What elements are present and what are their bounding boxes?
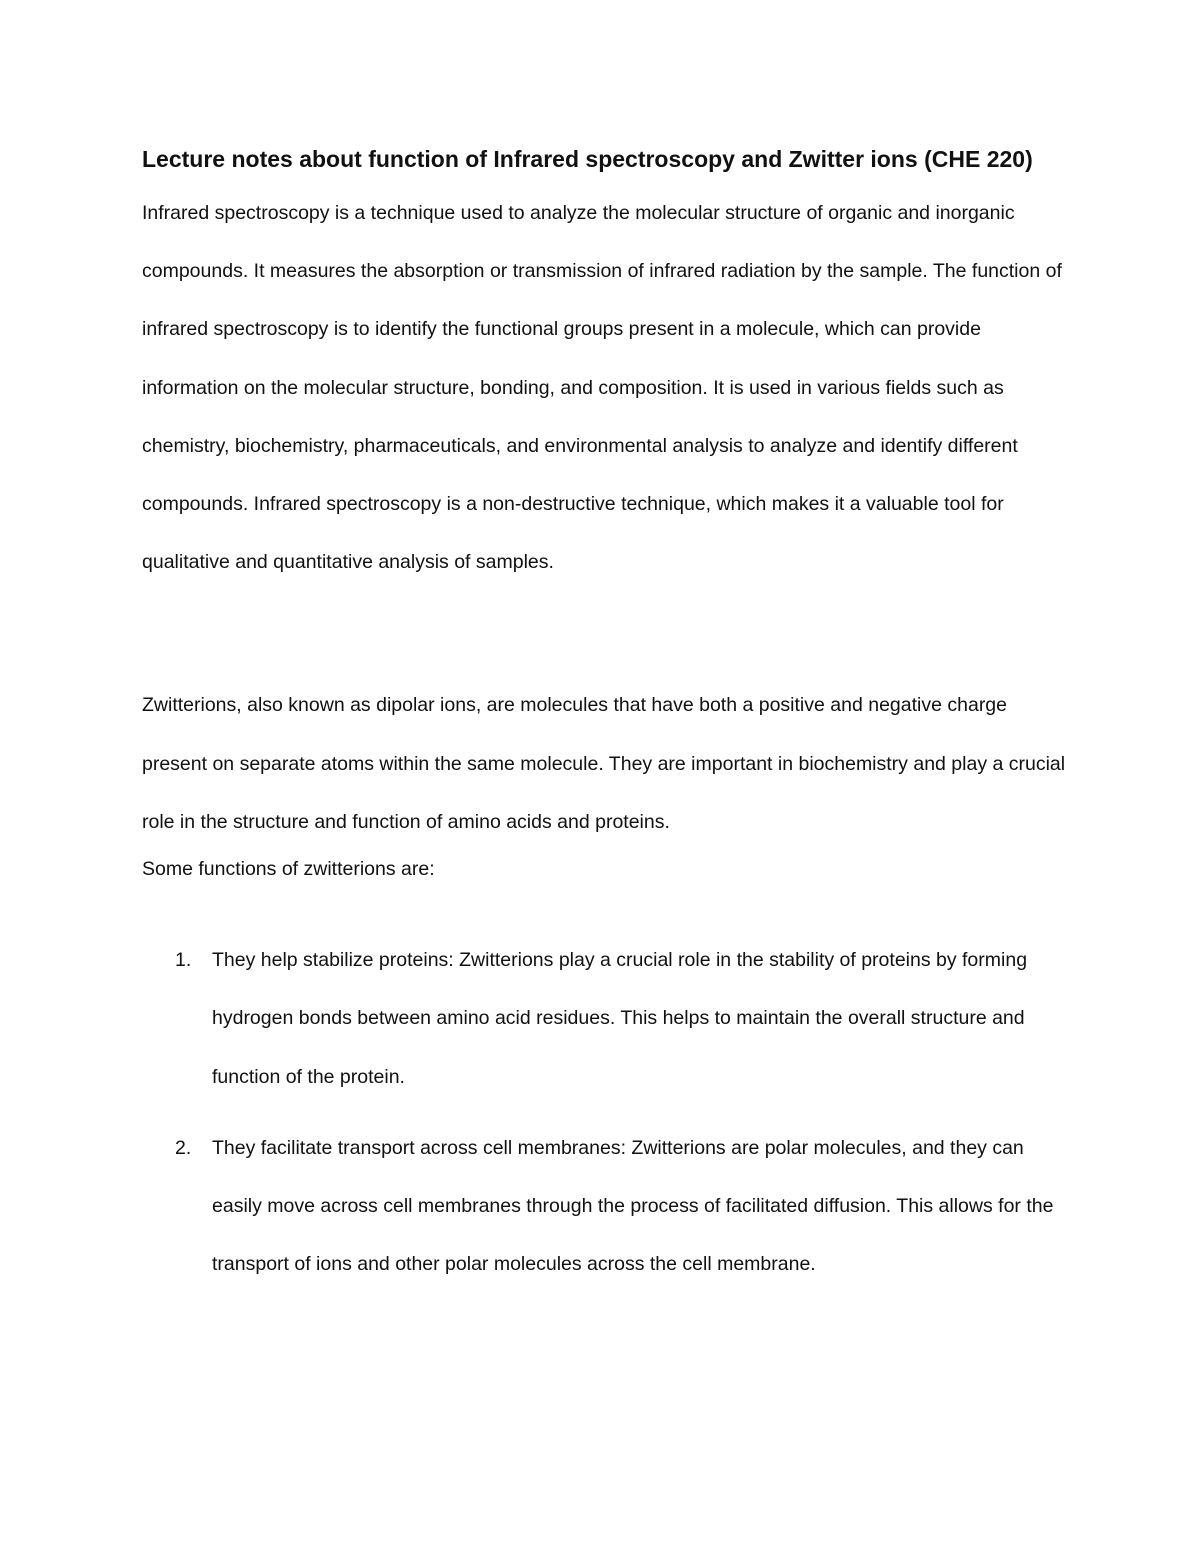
list-item — [142, 931, 1072, 1106]
list-item-text: They help stabilize proteins: Zwitterions play a crucial role in the stability of proteins by forming hydrogen bonds between amino acid residues. This helps to maintain the overall structure and function of the protein. — [212, 949, 1028, 1088]
zwitterion-paragraph: Zwitterions, also known as dipolar ions, are molecules that have both a positive and negative charge present on separate atoms within the same molecule. They are important in biochemistry and play a crucial role in the structure and function of amino acids and proteins. — [142, 694, 1066, 833]
infrared-paragraph: Infrared spectroscopy is a technique used to analyze the molecular structure of organic and inorganic compounds. It measures the absorption or transmission of infrared radiation by the sample. The function of infrared spectroscopy is to identify the functional groups present in a molecule, which can provide information on the molecular structure, bonding, and composition. It is used in various fields such as chemistry, biochemistry, pharmaceuticals, and environmental analysis to analyze and identify different compounds. Infrared spectroscopy is a non-destructive technique, which makes it a valuable tool for qualitative and quantitative analysis of samples. — [142, 202, 1062, 574]
zwitterion-functions-intro: Some functions of zwitterions are: — [142, 858, 435, 881]
list-item-text: They facilitate transport across cell membranes: Zwitterions are polar molecules, and they can easily move across cell membranes through the process of facilitated diffusion. This allows for the transport of ions and other polar molecules across the cell membrane. — [212, 1136, 1054, 1276]
document-body — [142, 140, 1072, 1306]
document-title: Lecture notes about function of Infrared spectroscopy and Zwitter ions (CHE 220) — [142, 146, 1033, 172]
list-item-number: 1. — [175, 949, 192, 972]
list-item-number: 2. — [175, 1136, 192, 1159]
list-item — [142, 1119, 1072, 1294]
zwitterion-functions-list — [142, 931, 1072, 1293]
